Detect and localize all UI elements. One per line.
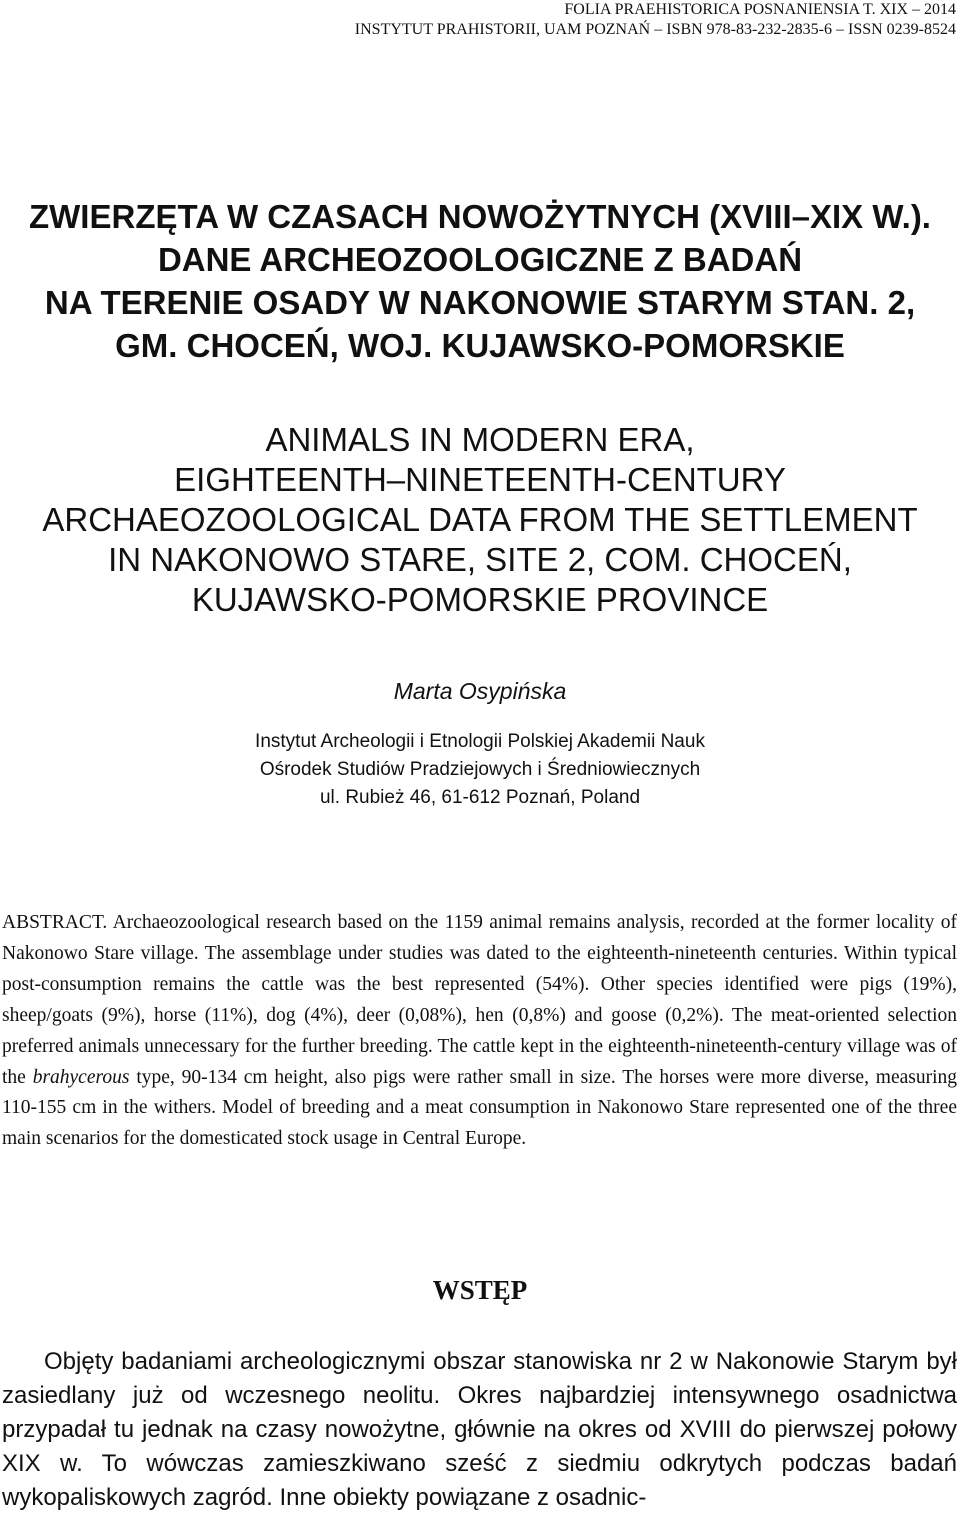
affiliation-address: ul. Rubież 46, 61-612 Poznań, Poland bbox=[319, 787, 641, 808]
section-heading: WSTĘP bbox=[432, 1275, 528, 1305]
abstract-label: ABSTRACT. bbox=[2, 912, 108, 933]
polish-title-line-3: NA TERENIE OSADY W NAKONOWIE STARYM STAN. 2, bbox=[44, 284, 916, 321]
polish-title-line-4: GM. CHOCEŃ, WOJ. KUJAWSKO-POMORSKIE bbox=[115, 327, 845, 364]
body-paragraph: Objęty badaniami archeologicznymi obszar stanowiska nr 2 w Nakonowie Starym był zasiedlany już od wczesnego neolitu. Okres najbardziej intensywnego osadnictwa przypadał tu jednak na czasy nowożytne, głównie na okres od XVIII do pierwszej połowy XIX w. To wówczas zamieszkiwano sześć z siedmiu odkrytych podczas badań wykopaliskowych zagród. Inne obiekty powiązane z osadnic- bbox=[2, 1348, 957, 1511]
english-title-line-5: KUJAWSKO-POMORSKIE PROVINCE bbox=[191, 581, 769, 618]
abstract-italic-term: brahycerous bbox=[32, 1066, 130, 1088]
english-title-line-3: ARCHAEOZOOLOGICAL DATA FROM THE SETTLEMENT bbox=[42, 501, 918, 538]
author-name: Marta Osypińska bbox=[393, 678, 567, 704]
abstract-text-part-2: type, 90-134 cm height, also pigs were rather small in size. The horses were more diverse, measuring 110-155 cm in the withers. Model of breeding and a meat consumption in Nakonowo Stare represented one of the three main scenarios for the domesticated stock usage in Central Europe. bbox=[2, 1066, 958, 1150]
polish-title-line-2: DANE ARCHEOZOOLOGICZNE Z BADAŃ bbox=[157, 241, 803, 278]
affiliation-line-2: Ośrodek Studiów Pradziejowych i Średniowiecznych bbox=[259, 759, 701, 780]
english-title-line-2: EIGHTEENTH–NINETEENTH-CENTURY bbox=[174, 461, 786, 498]
english-title-line-4: IN NAKONOWO STARE, SITE 2, COM. CHOCEŃ, bbox=[108, 541, 852, 578]
affiliation-line-1: Instytut Archeologii i Etnologii Polskiej Akademii Nauk bbox=[255, 731, 705, 752]
english-title-line-1: ANIMALS IN MODERN ERA, bbox=[265, 421, 695, 458]
abstract-text-part-1: Archaeozoological research based on the 1159 animal remains analysis, recorded at the former locality of Nakonowo Stare village. The assemblage under studies was dated to the eighteenth-nineteenth centuries. Within typical post-consumption remains the cattle was the best represented (54%). Other species identified were pigs (19%), sheep/goats (9%), horse (11%), dog (4%), deer (0,08%), hen (0,8%) and goose (0,2%). The meat-oriented selection preferred animals unnecessary for the further breeding. The cattle kept in the eighteenth-nineteenth-century village was of the bbox=[2, 912, 957, 1088]
running-header-journal: FOLIA PRAEHISTORICA POSNANIENSIA T. XIX – 2014 bbox=[564, 1, 956, 18]
running-header-publisher: INSTYTUT PRAHISTORII, UAM POZNAŃ – ISBN 978-83-232-2835-6 – ISSN 0239-8524 bbox=[354, 21, 956, 38]
abstract bbox=[2, 908, 957, 1155]
polish-title-line-1: ZWIERZĘTA W CZASACH NOWOŻYTNYCH (XVIII–XIX W.). bbox=[29, 198, 931, 235]
